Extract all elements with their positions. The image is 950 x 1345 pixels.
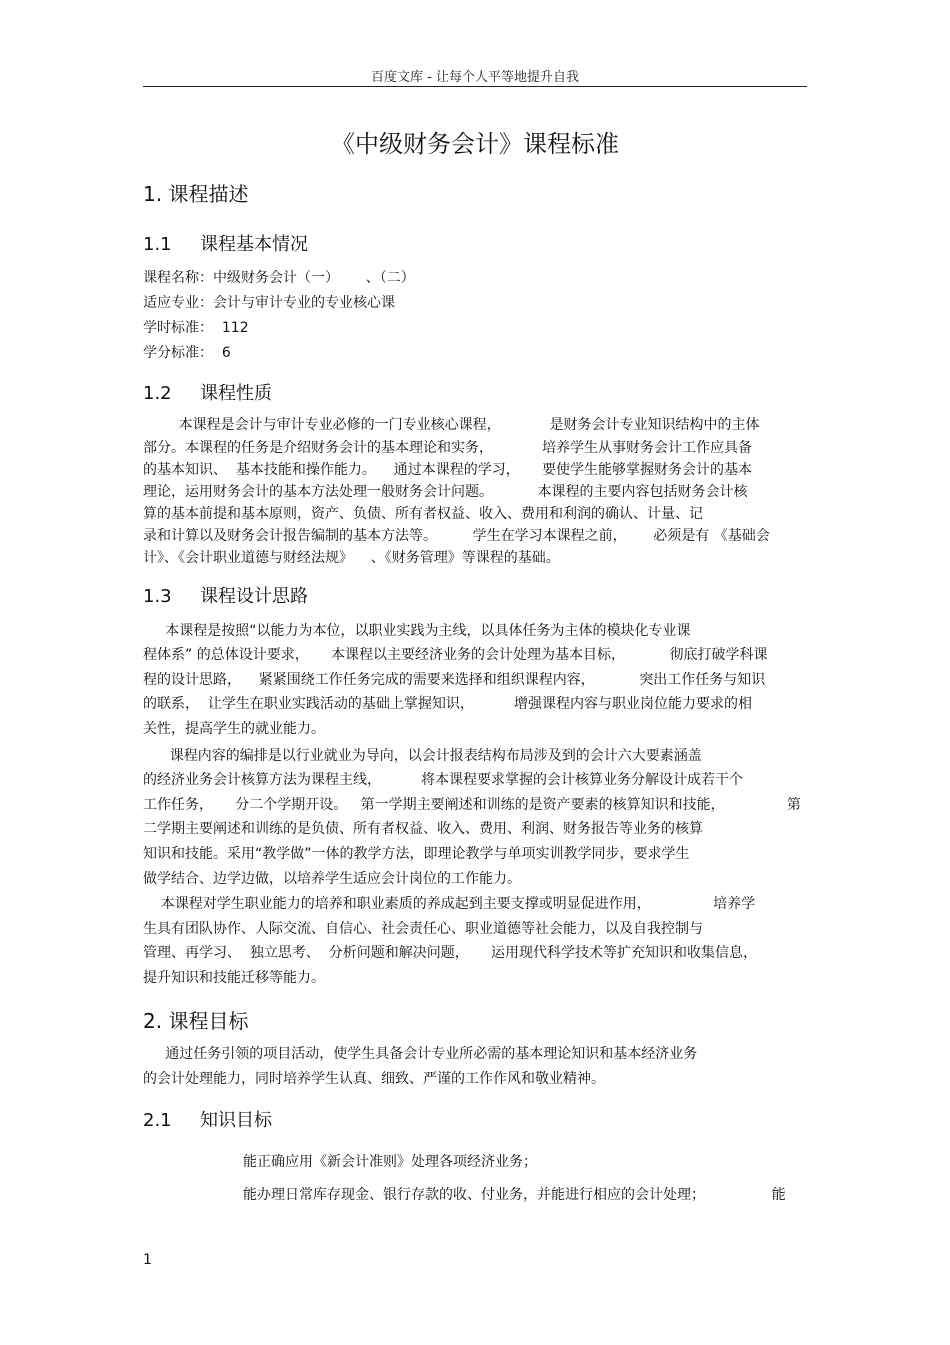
section-number: 2.1 [143, 1110, 172, 1131]
text-line: 学时标准： 112 [143, 320, 249, 336]
section-number: 1.1 [143, 234, 172, 255]
text-line: 理论，运用财务会计的基本方法处理一般财务会计问题。 本课程的主要内容包括财务会计核 [143, 484, 748, 500]
text-line: 做学结合、边学边做，以培养学生适应会计岗位的工作能力。 [143, 871, 521, 887]
text-line: 课程名称：中级财务会计（一） 、（二） [143, 270, 415, 286]
section-heading-1-2 [143, 379, 272, 405]
text-line: 的联系， 让学生在职业实践活动的基础上掌握知识， 增强课程内容与职业岗位能力要求的相 [143, 696, 752, 712]
text-line: 二学期主要阐述和训练的是负债、所有者权益、收入、费用、利润、财务报告等业务的核算 [143, 821, 703, 837]
section-heading-1-1 [143, 230, 308, 256]
section-title: 课程设计思路 [200, 586, 308, 607]
page-number: 1 [143, 1252, 152, 1268]
text-line: 部分。本课程的任务是介绍财务会计的基本理论和实务， 培养学生从事财务会计工作应具备 [143, 440, 752, 456]
section-heading-1-3 [143, 582, 308, 608]
section-number: 1.2 [143, 383, 172, 404]
text-line: 通过任务引领的项目活动，使学生具备会计专业所必需的基本理论知识和基本经济业务 [143, 1046, 698, 1062]
text-line: 的会计处理能力，同时培养学生认真、细致、严谨的工作作风和敬业精神。 [143, 1071, 605, 1087]
section-title: 课程基本情况 [200, 234, 308, 255]
text-line: 程的设计思路， 紧紧围绕工作任务完成的需要来选择和组织课程内容， 突出工作任务与知识 [143, 672, 766, 688]
text-line: 计》、《会计职业道德与财经法规》 、《财务管理》等课程的基础。 [143, 550, 560, 566]
text-line: 本课程对学生职业能力的培养和职业素质的养成起到主要支撑或明显促进作用， 培养学 [143, 896, 756, 912]
text-line: 管理、再学习、 独立思考、 分析问题和解决问题， 运用现代科学技术等扩充知识和收集信息， [143, 945, 758, 961]
text-line: 的基本知识、 基本技能和操作能力。 通过本课程的学习， 要使学生能够掌握财务会计的基本 [143, 462, 752, 478]
text-line: 课程内容的编排是以行业就业为导向，以会计报表结构布局涉及到的会计六大要素涵盖 [143, 748, 702, 764]
text-line: 的经济业务会计核算方法为课程主线， 将本课程要求掌握的会计核算业务分解设计成若干个 [143, 772, 744, 788]
section-number: 1.3 [143, 586, 172, 607]
text-line: 本课程是会计与审计专业必修的一门专业核心课程， 是财务会计专业知识结构中的主体 [143, 417, 760, 433]
section-title: 知识目标 [200, 1110, 272, 1131]
text-line: 算的基本前提和基本原则，资产、负债、所有者权益、收入、费用和利润的确认、计量、记 [143, 506, 703, 522]
text-line: 适应专业：会计与审计专业的专业核心课 [143, 295, 395, 311]
text-line: 工作任务， 分二个学期开设。 第一学期主要阐述和训练的是资产要素的核算知识和技能， 第 [143, 797, 801, 813]
text-line: 录和计算以及财务会计报告编制的基本方法等。 学生在学习本课程之前， 必须是有 《基础会 [143, 528, 770, 544]
text-line: 能办理日常库存现金、银行存款的收、付业务，并能进行相应的会计处理； 能 [243, 1187, 786, 1203]
text-line: 提升知识和技能迁移等能力。 [143, 970, 325, 986]
header-divider [143, 86, 807, 87]
text-line: 关性，提高学生的就业能力。 [143, 721, 325, 737]
text-line: 生具有团队协作、人际交流、自信心、社会责任心、职业道德等社会能力，以及自我控制与 [143, 921, 703, 937]
section-heading-2-1 [143, 1106, 272, 1132]
section-heading-1: 1. 课程描述 [143, 182, 249, 206]
text-line: 学分标准： 6 [143, 345, 231, 361]
text-line: 本课程是按照“以能力为本位，以职业实践为主线，以具体任务为主体的模块化专业课 [143, 623, 691, 639]
text-line: 程体系” 的总体设计要求， 本课程以主要经济业务的会计处理为基本目标， 彻底打破学科课 [143, 647, 768, 663]
text-line: 能正确应用《新会计准则》处理各项经济业务； [243, 1154, 537, 1170]
section-title: 课程性质 [200, 383, 272, 404]
text-line: 知识和技能。采用“教学做”一体的教学方法，即理论教学与单项实训教学同步，要求学生 [143, 846, 690, 862]
page-header: 百度文库 - 让每个人平等地提升自我 [371, 70, 579, 85]
document-title: 《中级财务会计》课程标准 [331, 130, 619, 158]
section-heading-2: 2. 课程目标 [143, 1009, 249, 1033]
